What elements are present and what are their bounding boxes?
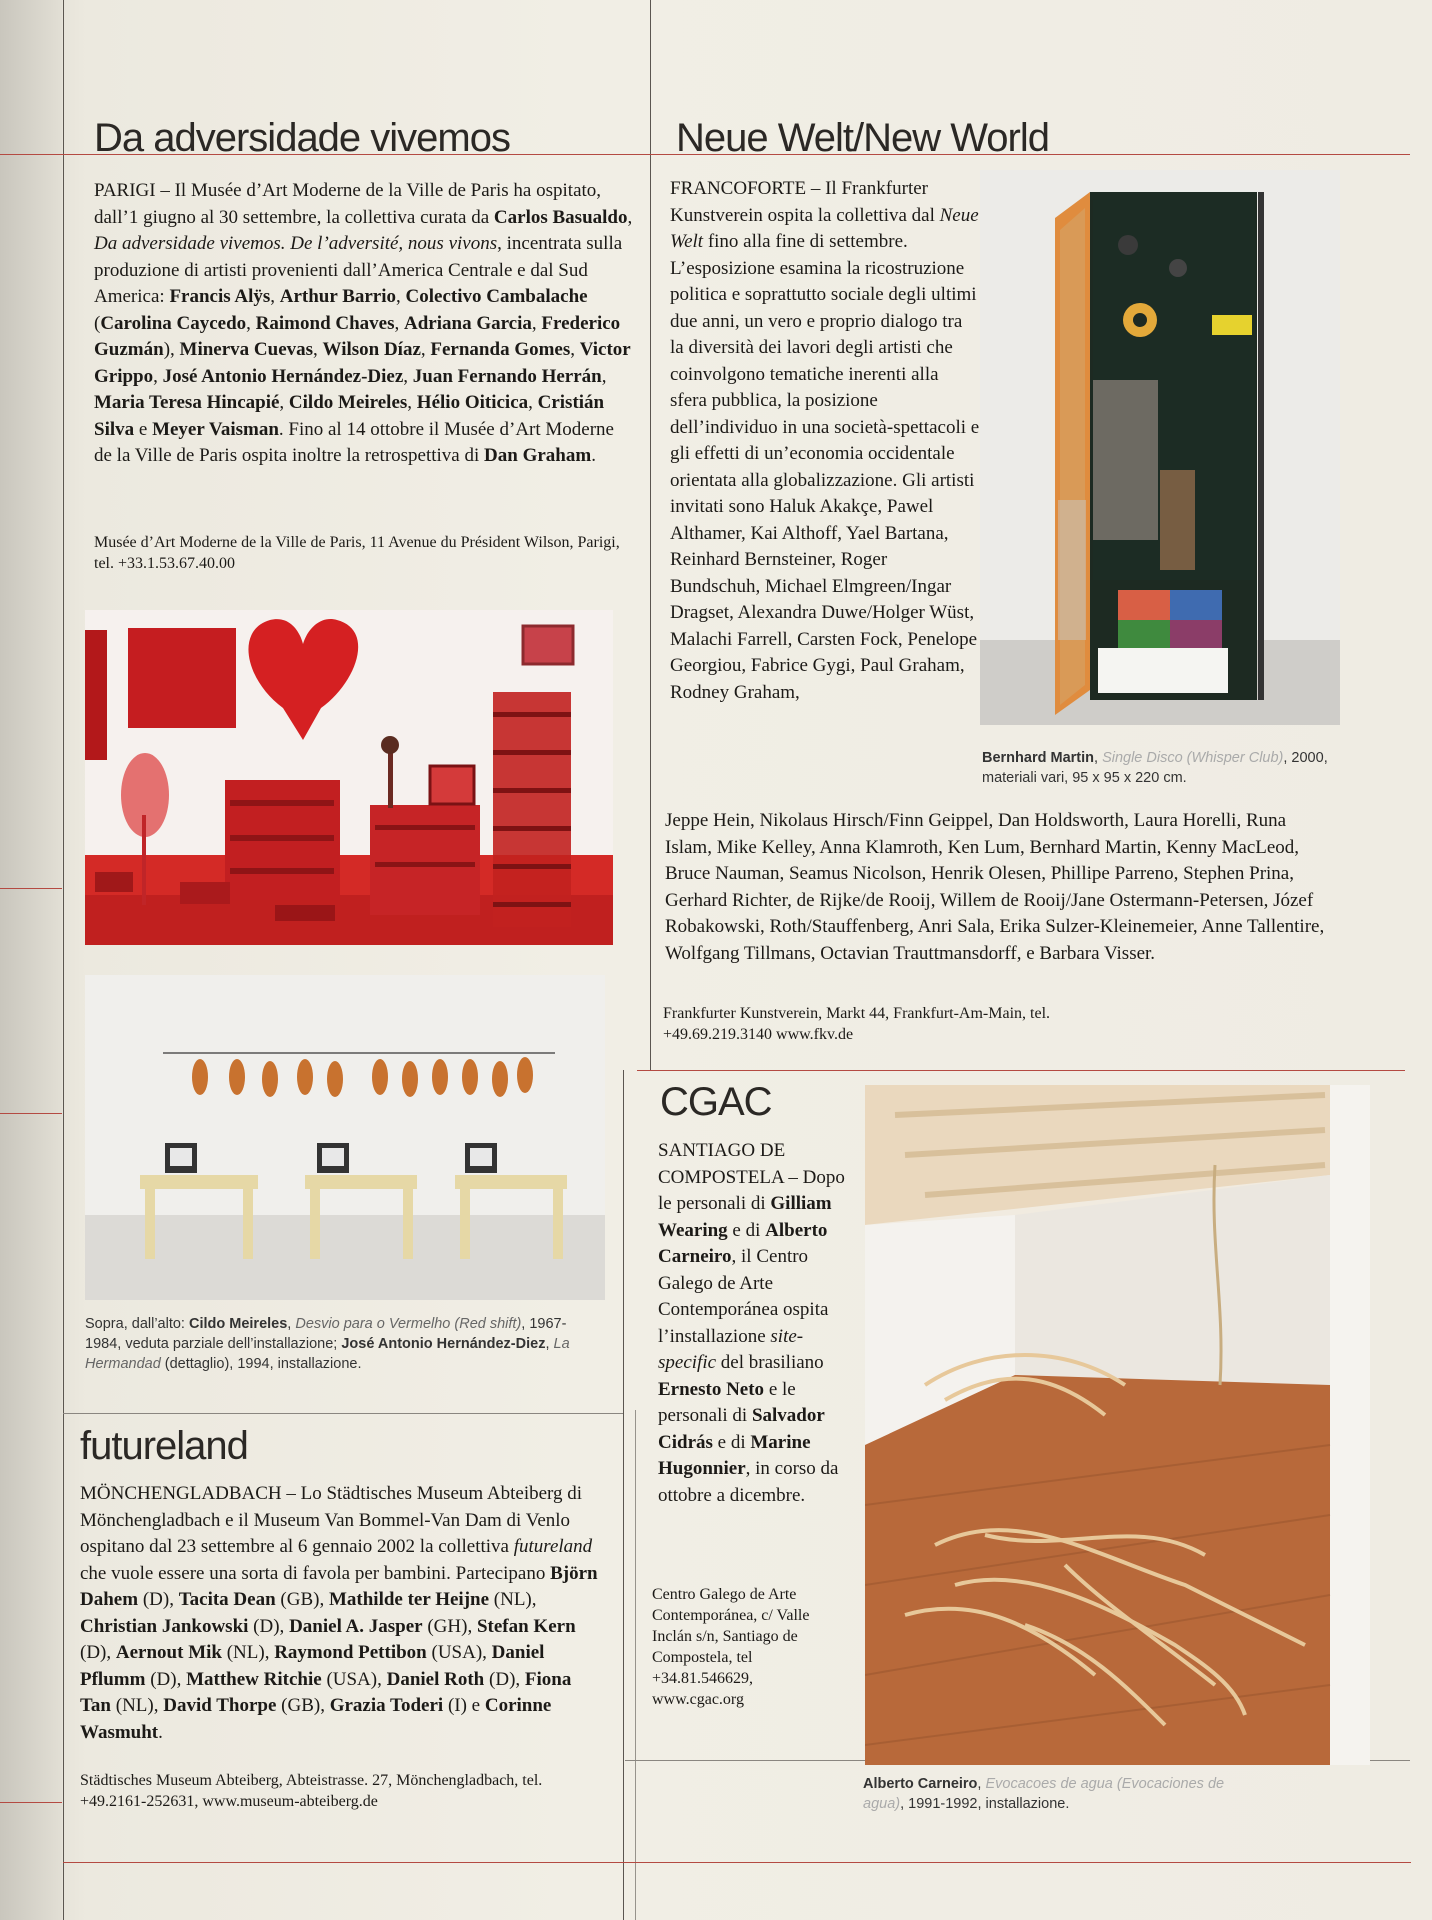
adversidade-address: Musée d’Art Moderne de la Ville de Paris, 11 Avenue du Président Wilson, Parigi, tel. +33.1.53.67.40.00: [94, 534, 620, 572]
la-hermandad-photo: [85, 975, 605, 1300]
cgac-top-rule: [637, 1070, 1405, 1071]
column-rule-middle-lower: [623, 1070, 624, 1920]
cgac-caption: Alberto Carneiro, Evocacoes de agua (Evocaciones de agua), 1991-1992, installazione.: [863, 1776, 1225, 1812]
neuewelt-title: Neue Welt/New World: [676, 116, 1049, 160]
margin-mark-3: [0, 1802, 62, 1803]
page-gutter: [0, 0, 62, 1920]
futureland-address: Städtisches Museum Abteiberg, Abteistrasse. 27, Mönchengladbach, tel. +49.2161-252631, www.museum-abteiberg.de: [80, 1772, 543, 1810]
column-rule-left: [63, 0, 64, 1920]
column-rule-lower-left: [635, 1410, 636, 1920]
neuewelt-caption: Bernhard Martin, Single Disco (Whisper Club), 2000, materiali vari, 95 x 95 x 220 cm.: [982, 750, 1328, 786]
footer-rule: [63, 1862, 1411, 1863]
adversidade-body: PARIGI – Il Musée d’Art Moderne de la Ville de Paris ha ospitato, dall’1 giugno al 30 settembre, la collettiva curata da Carlos Basualdo, Da adversidade vivemos. De l’adversité, nous vivons, incentrata sulla produzione di artisti provenienti dall’America Centrale e dal Sud America: Francis Alÿs, Arthur Barrio, Colectivo Cambalache (Carolina Caycedo, Raimond Chaves, Adriana Garcia, Frederico Guzmán), Minerva Cuevas, Wilson Díaz, Fernanda Gomes, Victor Grippo, José Antonio Hernández-Diez, Juan Fernando Herrán, Maria Teresa Hincapié, Cildo Meireles, Hélio Oiticica, Cristián Silva e Meyer Vaisman. Fino al 14 ottobre il Musée d’Art Moderne de la Ville de Paris ospita inoltre la retrospettiva di Dan Graham.: [94, 180, 633, 466]
futureland-title: futureland: [80, 1424, 248, 1468]
cgac-body: SANTIAGO DE COMPOSTELA – Dopo le personali di Gilliam Wearing e di Alberto Carneiro, il Centro Galego de Arte Contemporánea ospita l’installazione site-specific del brasiliano Ernesto Neto e le personali di Salvador Cidrás e di Marine Hugonnier, in corso da ottobre a dicembre.: [658, 1140, 845, 1506]
neuewelt-body-wide: Jeppe Hein, Nikolaus Hirsch/Finn Geippel, Dan Holdsworth, Laura Horelli, Runa Islam, Mike Kelley, Anna Klamroth, Ken Lum, Bernhard Martin, Kenny MacLeod, Bruce Nauman, Seamus Nicolson, Henrik Olesen, Phillipe Parreno, Stephen Prina, Gerhard Richter, de Rijke/de Rooij, Willem de Rooij/Jane Ostermann-Petersen, Józef Robakowski, Roth/Stauffenberg, Anri Sala, Erika Sulzer-Kleinemeier, Anne Tallentire, Wolfgang Tillmans, Octavian Trauttmansdorff, e Barbara Visser.: [665, 810, 1325, 964]
evocacoes-de-agua-photo: [865, 1085, 1370, 1765]
margin-mark-2: [0, 1113, 62, 1114]
neuewelt-address: Frankfurter Kunstverein, Markt 44, Frankfurt-Am-Main, tel. +49.69.219.3140 www.fkv.de: [663, 1005, 1051, 1043]
futureland-top-rule: [63, 1413, 623, 1414]
neuewelt-body-narrow: FRANCOFORTE – Il Frankfurter Kunstverein ospita la collettiva dal Neue Welt fino alla fine di settembre. L’esposizione esamina la ricostruzione politica e soprattutto sociale degli ultimi due anni, un vero e proprio dialogo tra la diversità dei lavori degli artisti che coinvolgono tematiche inerenti alla sfera pubblica, la posizione dell’individuo in una società-spettacoli e gli effetti di un’economia occidentale orientata alla globalizzazione. Gli artisti invitati sono Haluk Akakçe, Pawel Althamer, Kai Althoff, Yael Bartana, Reinhard Bernsteiner, Roger Bundschuh, Michael Elmgreen/Ingar Dragset, Alexandra Duwe/Holger Wüst, Malachi Farrell, Carsten Fock, Penelope Georgiou, Fabrice Gygi, Paul Graham, Rodney Graham,: [670, 178, 980, 703]
adversidade-title: Da adversidade vivemos: [94, 116, 510, 160]
red-room-photo: [85, 610, 613, 945]
cgac-address: Centro Galego de Arte Contemporánea, c/ Valle Inclán s/n, Santiago de Compostela, tel +34.81.546629, www.cgac.org: [652, 1586, 810, 1708]
adversidade-caption: Sopra, dall’alto: Cildo Meireles, Desvio para o Vermelho (Red shift), 1967-1984, veduta parziale dell’installazione; José Antonio Hernández-Diez, La Hermandad (dettaglio), 1994, installazione.: [85, 1316, 570, 1372]
futureland-body: MÖNCHENGLADBACH – Lo Städtisches Museum Abteiberg di Mönchengladbach e il Museum Van Bommel-Van Dam di Venlo ospitano dal 23 settembre al 6 gennaio 2002 la collettiva futureland che vuole essere una sorta di favola per bambini. Partecipano Björn Dahem (D), Tacita Dean (GB), Mathilde ter Heijne (NL), Christian Jankowski (D), Daniel A. Jasper (GH), Stefan Kern (D), Aernout Mik (NL), Raymond Pettibon (USA), Daniel Pflumm (D), Matthew Ritchie (USA), Daniel Roth (D), Fiona Tan (NL), David Thorpe (GB), Grazia Toderi (I) e Corinne Wasmuht.: [80, 1483, 598, 1743]
column-rule-middle: [650, 0, 651, 1070]
cgac-title: CGAC: [660, 1080, 772, 1124]
margin-mark-1: [0, 888, 62, 889]
single-disco-photo: [980, 170, 1340, 725]
